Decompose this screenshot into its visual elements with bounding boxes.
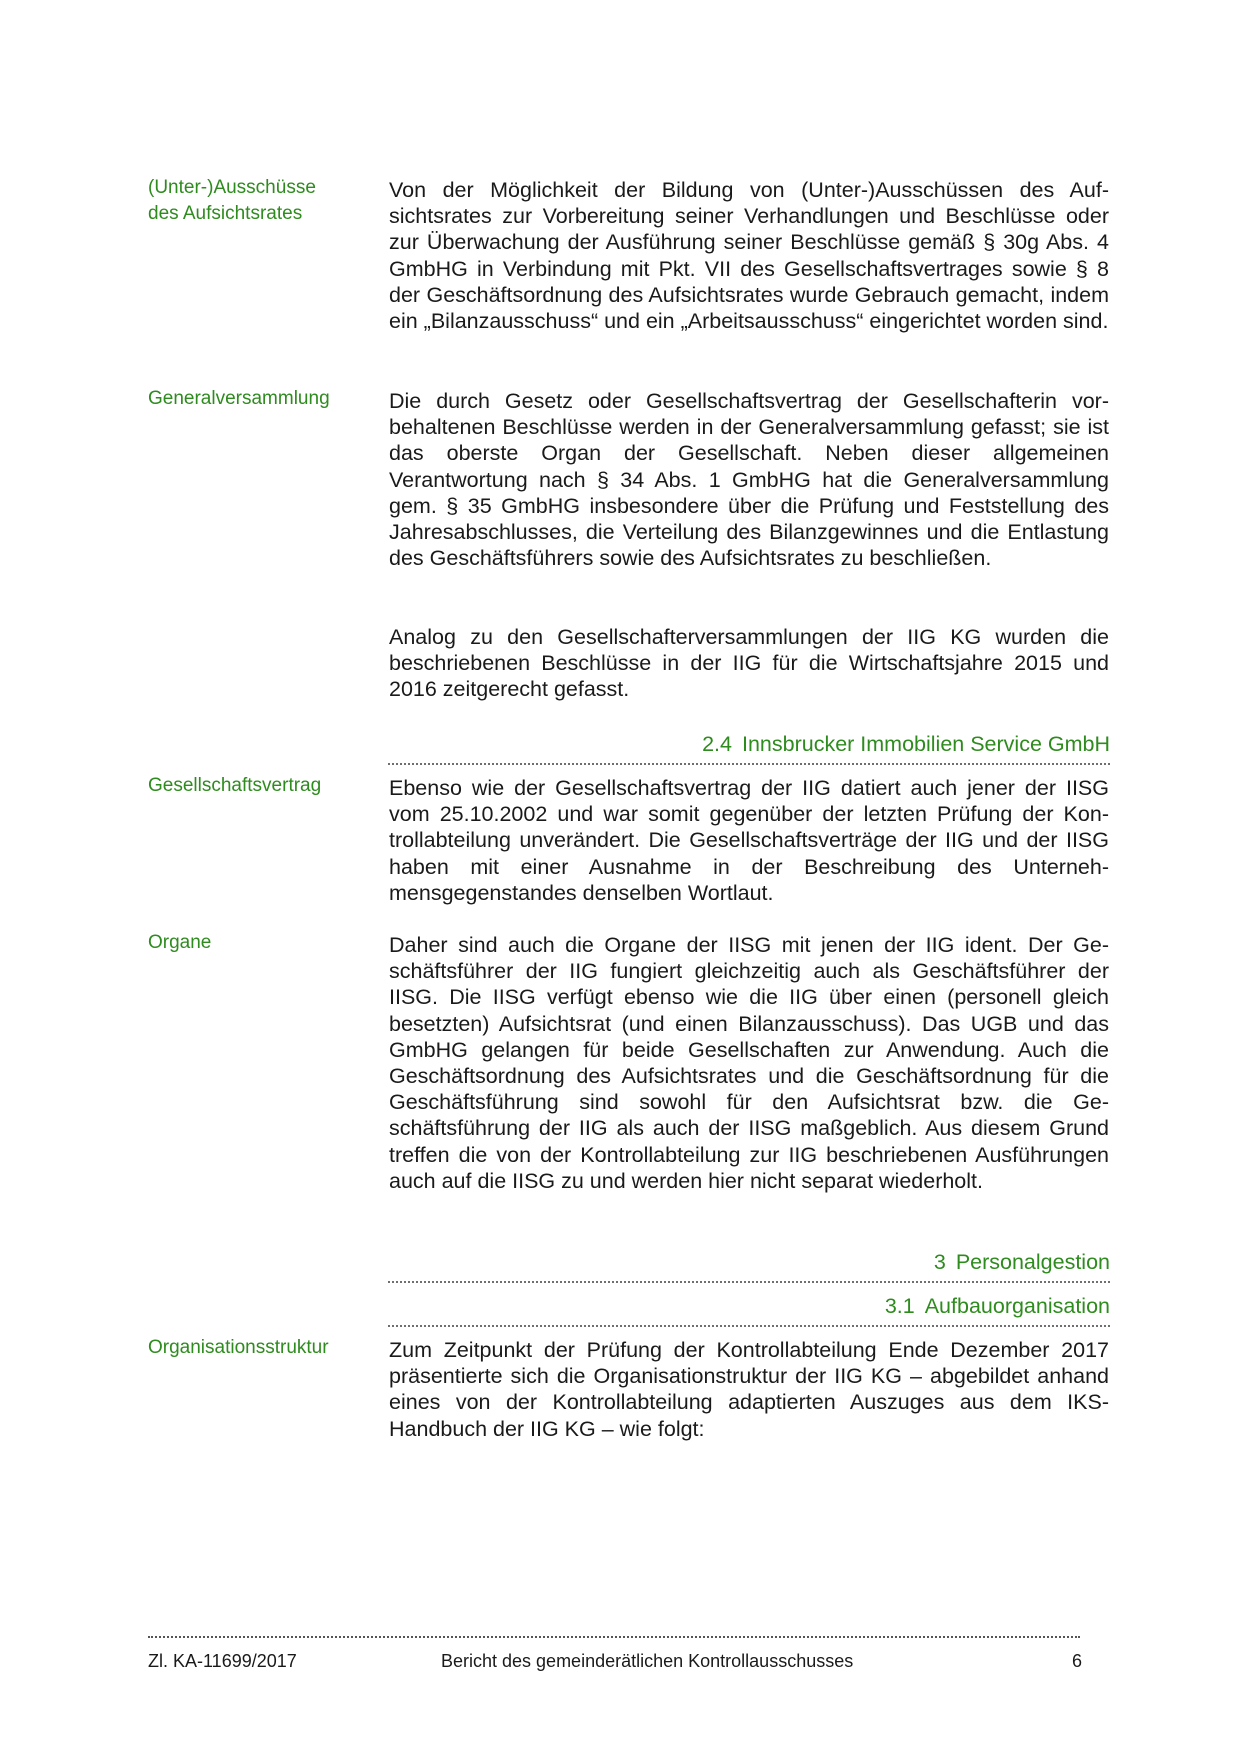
footer-divider: [148, 1636, 1080, 1638]
section-title: Innsbrucker Immobilien Service GmbH: [741, 732, 1110, 756]
section-number: 3: [933, 1250, 946, 1274]
margin-label-ausschuesse: (Unter-)Ausschüsse des Aufsichtsrates: [148, 177, 316, 224]
section-heading-3: [388, 1248, 1110, 1283]
margin-label-gesellschaftsvertrag: Gesellschaftsvertrag: [148, 775, 322, 796]
page-number: 6: [1072, 1651, 1083, 1671]
footer-reference: Zl. KA-11699/2017: [148, 1651, 297, 1671]
section-heading-3-1: [388, 1292, 1110, 1327]
paragraph-gesellschaftsvertrag: Ebenso wie der Gesellschaftsvertrag der IIG datiert auch jener der IISG vom 25.10.2002 und war somit gegenüber der letzten Prüfung der Kontrollabteilung unverändert. Die Gesellschaftsverträge der IIG und der IISG haben mit einer Ausnahme in der Beschreibung des Unternehmensgegenstandes denselben Wortlaut.: [389, 776, 1109, 905]
margin-label-generalversammlung: Generalversammlung: [148, 388, 330, 409]
section-number: 2.4: [702, 732, 732, 756]
margin-label-organe: Organe: [148, 932, 212, 953]
paragraph-generalversammlung-1: Die durch Gesetz oder Gesellschaftsvertrag der Gesellschafterin vorbehaltenen Beschlüsse werden in der Generalversammlung gefasst; sie ist das oberste Organ der Gesellschaft. Neben dieser allgemeinen Verantwortung nach § 34 Abs. 1 GmbHG hat die Generalversammlung gem. § 35 GmbHG insbesondere über die Prüfung und Feststellung des Jahresabschlusses, die Verteilung des Bilanzgewinnes und die Entlastung des Geschäftsführers sowie des Aufsichtsrates zu beschließen.: [389, 389, 1109, 571]
paragraph-generalversammlung-2: Analog zu den Gesellschafterversammlungen der IIG KG wurden die beschriebenen Beschlüsse in der IIG für die Wirtschaftsjahre 2015 und 2016 zeitgerecht gefasst.: [389, 625, 1109, 702]
paragraph-organe: Daher sind auch die Organe der IISG mit jenen der IIG ident. Der Geschäftsführer der IIG fungiert gleichzeitig auch als Geschäftsführer der IISG. Die IISG verfügt ebenso wie die IIG über einen (personell gleich besetzten) Aufsichtsrat (und einen Bilanzausschuss). Das UGB und das GmbHG gelangen für beide Gesellschaften zur Anwendung. Auch die Geschäftsordnung des Aufsichtsrates und die Geschäftsordnung für die Geschäftsführung sind sowohl für den Aufsichtsrat bzw. die Geschäftsführung der IIG als auch der IISG maßgeblich. Aus diesem Grund treffen die von der Kontrollabteilung zur IIG beschriebenen Ausführungen auch auf die IISG zu und werden hier nicht separat wiederholt.: [389, 933, 1109, 1193]
section-heading-2-4: [388, 730, 1110, 765]
paragraph-organisationsstruktur: Zum Zeitpunkt der Prüfung der Kontrollabteilung Ende Dezember 2017 präsentierte sich die Organisationstruktur der IIG KG – abgebildet anhand eines von der Kontrollabteilung adaptierten Auszuges aus dem IKS-Handbuch der IIG KG – wie folgt:: [389, 1338, 1109, 1441]
footer-title: Bericht des gemeinderätlichen Kontrollausschusses: [441, 1651, 854, 1671]
section-title: Aufbauorganisation: [924, 1294, 1110, 1318]
margin-label-organisationsstruktur: Organisationsstruktur: [148, 1337, 329, 1358]
section-title: Personalgestion: [955, 1250, 1110, 1274]
section-number: 3.1: [884, 1294, 915, 1318]
paragraph-ausschuesse: Von der Möglichkeit der Bildung von (Unter-)Ausschüssen des Aufsichtsrates zur Vorbereitung seiner Verhandlungen und Beschlüsse oder zur Überwachung der Ausführung seiner Beschlüsse gemäß § 30g Abs. 4 GmbHG in Verbindung mit Pkt. VII des Gesellschaftsvertrages sowie § 8 der Geschäftsordnung des Aufsichtsrates wurde Gebrauch gemacht, indem ein „Bilanzausschuss“ und ein „Arbeitsausschuss“ eingerichtet worden sind.: [389, 178, 1109, 334]
